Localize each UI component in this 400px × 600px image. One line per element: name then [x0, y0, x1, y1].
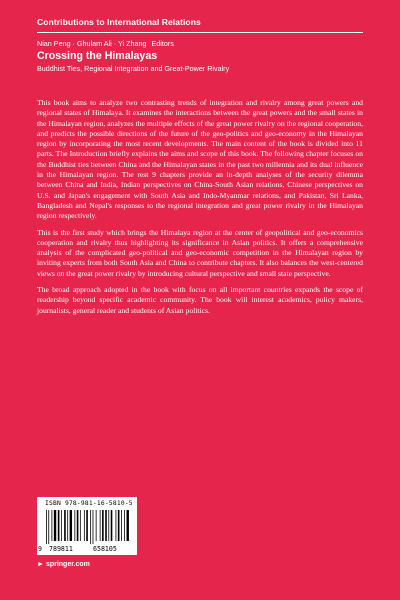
blurb [37, 98, 363, 322]
blurb-paragraph-1: This book aims to analyze two contrasting trends of integration and rivalry among great powers and regional states of Himalaya. It examines the interactions between the great powers and the small states in the Himalayan region, analyzes the multiple effects of the great power rivalry on the regional cooperation, and predicts the possible directions of the future of the geo-politics and geo-economy in the Himalayan region by incorporating the most recent developments. The main content of the book is divided into 11 parts. The Introduction briefly explains the aims and scope of this book. The following chapter focuses on the Buddhist ties between China and the Himalayan states in the past two millennia and its dual influence in the Himalayan region. The rest 9 chapters provide an in-depth analyses of the security dilemma between China and India, Indian perspectives on China-South Asian relations, Chinese perspectives on U.S. and Japan's engagement with South Asia and Indo-Myanmar relations, and Pakistan, Sri Lanka, Bangladesh and Nepal's responses to the regional integration and great power rivalry in the Himalayan region respectively. [37, 98, 363, 221]
divider-rule [37, 32, 363, 33]
barcode-icon [42, 510, 132, 544]
barcode-digits-right: 658105 [93, 545, 117, 553]
book-subtitle: Buddhist Ties, Regional Integration and Great-Power Rivalry [37, 64, 230, 73]
book-title: Crossing the Himalayas [37, 50, 158, 62]
editors-suffix: Editors [151, 39, 174, 48]
barcode-digits-left: 789811 [49, 545, 73, 553]
isbn-label: ISBN 978-981-16-5810-5 [45, 500, 133, 507]
series-title: Contributions to International Relations [37, 17, 201, 27]
publisher-url[interactable]: springer.com [45, 561, 90, 568]
editors-line [37, 39, 174, 48]
editor-names: Nian Peng · Ghulam Ali · Yi Zhang [37, 39, 147, 48]
blurb-paragraph-3: The broad approach adopted in the book with focus on all important countries expands the scope of readership beyond specific academic community. The book will interest academics, policy makers, journalists, general reader and students of Asian politics. [37, 285, 363, 315]
publisher-footer [37, 561, 90, 568]
arrow-icon: ► [37, 561, 44, 568]
isbn-barcode-box [37, 497, 137, 555]
blurb-paragraph-2: This is the first study which brings the Himalaya region at the center of geopolitical and geo-economics cooperation and rivalry thus highlighting its significance in Asian politics. It offers a comprehensive analysis of the complicated geo-political and geo-economic competition in the Himalayan region by inviting experts from both South Asia and China to contribute chapters. It also balances the west-centered views on the great power rivalry by introducing cultural perspective and small state perspective. [37, 227, 363, 278]
barcode-digit-lead: 9 [38, 545, 42, 553]
